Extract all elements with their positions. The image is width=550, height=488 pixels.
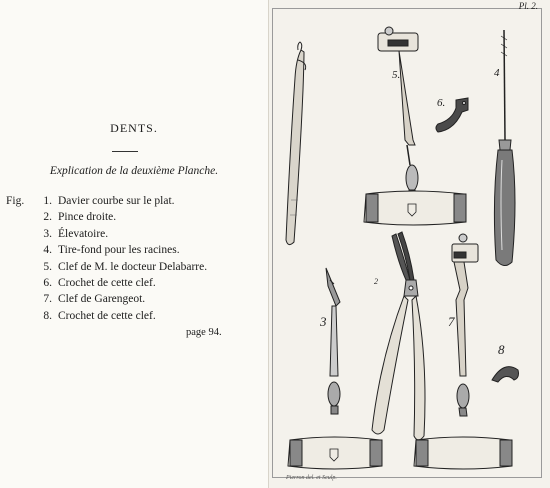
engraver-credit: Pierron del. et Sculp. [286,475,337,481]
list-item [6,259,246,275]
label-fig7: 7 [448,314,455,329]
fig1-curved-forceps-drawing [286,42,306,245]
fig2-pincers-drawing [372,232,425,440]
fig-label: Crochet de cette clef. [58,277,156,290]
left-page [0,0,268,488]
fig-number: 8. [43,309,52,322]
title-divider [112,151,138,152]
list-item [6,193,246,209]
label-fig2: 2 [374,277,378,286]
fig-label: Clef de M. le docteur Delabarre. [58,260,208,273]
figure-list [6,193,246,324]
fig-prefix: Fig. [6,195,25,207]
plate-illustration [268,0,550,488]
list-item [6,291,246,307]
plate-number: Pl. 2. [518,1,538,11]
fig-label: Clef de Garengeot. [58,293,146,306]
fig-label: Tire-fond pour les racines. [58,244,180,257]
fig-label: Crochet de cette clef. [58,309,156,322]
fig-number: 4. [43,244,52,257]
page-title: DENTS. [110,121,158,135]
list-item [6,275,246,291]
fig4-tire-fond-drawing [494,30,515,266]
list-item [6,226,246,242]
list-item [6,308,246,324]
fig-label: Pince droite. [58,211,117,224]
fig3-elevator-drawing [288,268,382,469]
list-item [6,242,246,258]
label-fig8: 8 [498,342,505,357]
fig-number: 5. [43,260,52,273]
fig-number: 1. [43,195,52,207]
fig-label: Élevatoire. [58,227,109,240]
fig8-hook-drawing [492,367,519,382]
label-fig4: 4 [494,67,500,79]
plate-subtitle: Explication de la deuxième Planche. [49,165,219,177]
label-fig5: 5. [392,69,401,81]
page-reference: page 94. [186,327,222,338]
fig-number: 2. [43,211,52,224]
fig-number: 3. [43,227,52,240]
fig-number: 7. [43,293,52,306]
label-fig6: 6. [437,97,446,109]
list-item [6,209,246,225]
fig-label: Davier courbe sur le plat. [58,195,175,207]
fig-number: 6. [43,277,52,290]
label-fig3: 3 [320,314,327,329]
